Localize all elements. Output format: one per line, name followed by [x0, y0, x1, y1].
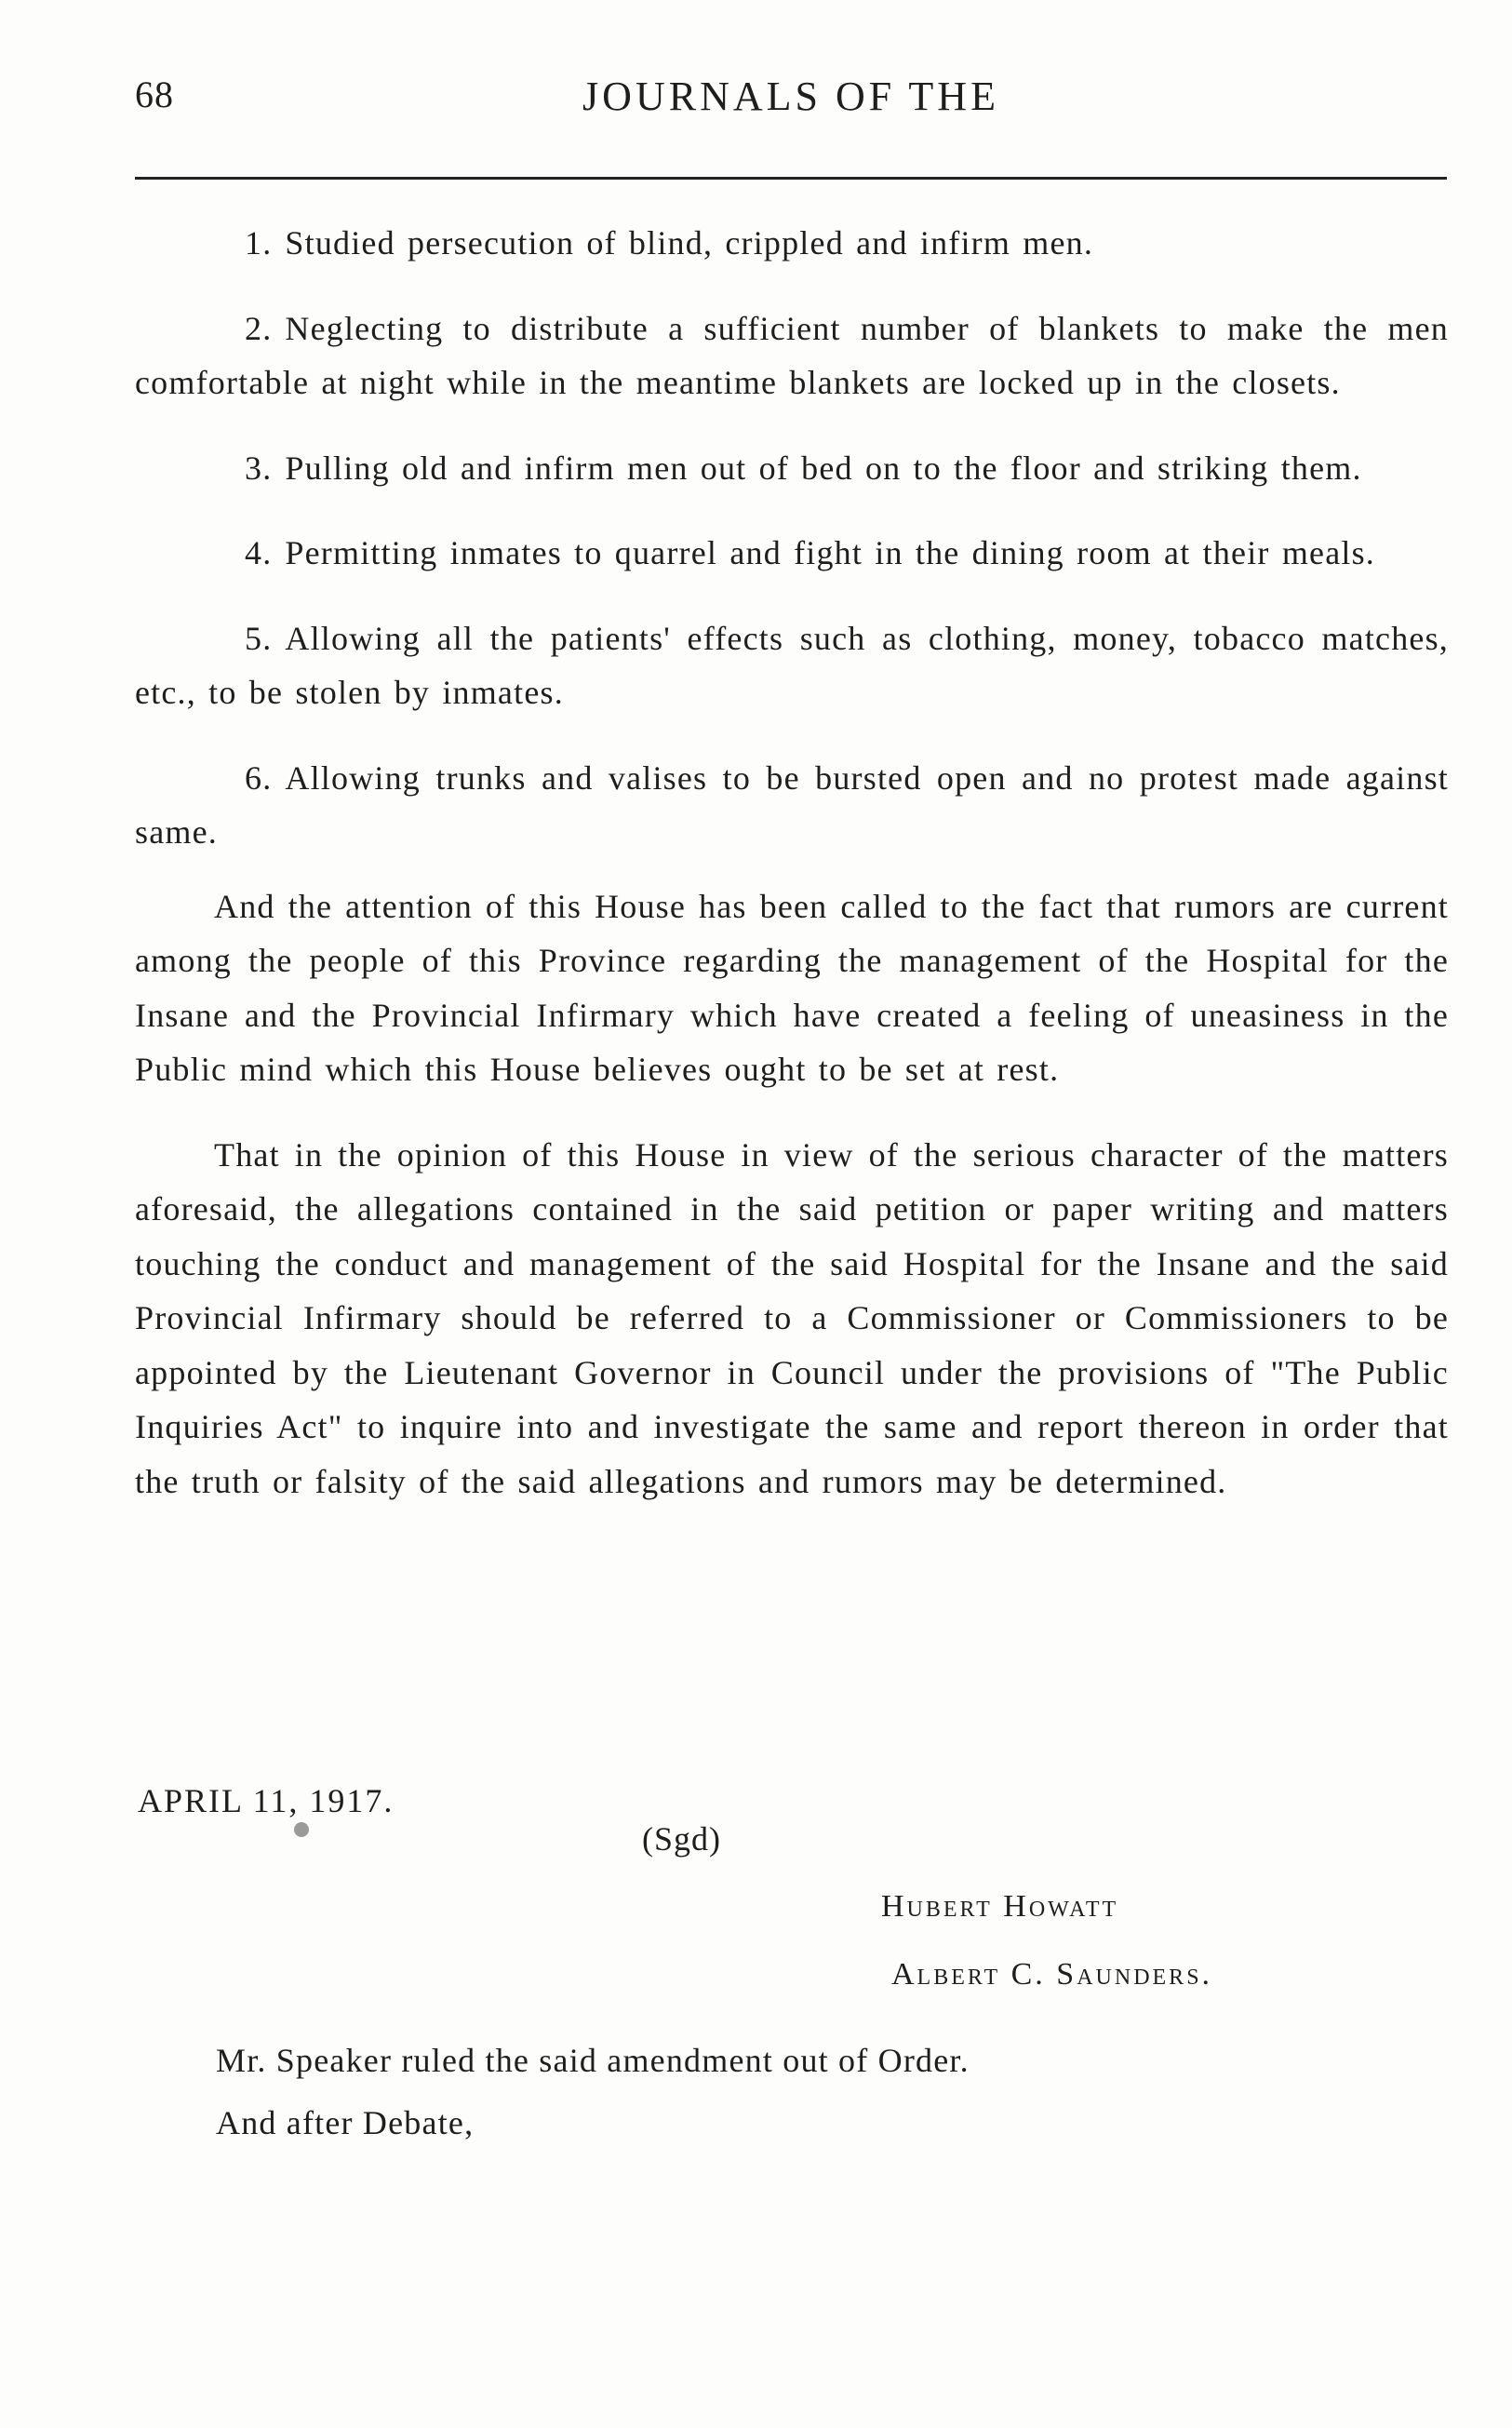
item-text: Permitting inmates to quarrel and fight in the dining room at their meals. — [285, 534, 1375, 571]
date-line: APRIL 11, 1917. — [138, 1782, 395, 1819]
page-number: 68 — [135, 74, 174, 115]
item-number: 4. — [245, 534, 273, 571]
list-item — [135, 751, 1449, 860]
item-number: 6. — [245, 758, 273, 797]
item-number: 2. — [245, 309, 273, 347]
paragraph-attention: And the attention of this House has been called to the fact that rumors are current among the people of this Province regarding the management of the Hospital for the Insane and the Provincial Infirmary which have created a feeling of uneasiness in the Public mind which this House believes ought to be set at rest. — [135, 887, 1449, 1088]
item-text: Allowing all the patients' effects such as clothing, money, tobacco matches, etc., to be stolen by inmates. — [135, 619, 1449, 711]
list-item — [135, 216, 1449, 271]
running-title: JOURNALS OF THE — [582, 74, 999, 119]
item-text: Neglecting to distribute a sufficient number of blankets to make the men comfortable at night while in the meantime blankets are locked up in the closets. — [135, 309, 1449, 401]
signed-marker: (Sgd) — [642, 1820, 721, 1858]
speaker-ruling: Mr. Speaker ruled the said amendment out of Order. — [216, 2042, 970, 2079]
item-number: 5. — [245, 619, 273, 657]
signatory-saunders: Albert C. Saunders. — [891, 1957, 1213, 1992]
body-text — [135, 216, 1449, 1509]
list-item — [135, 441, 1449, 496]
item-text: Studied persecution of blind, crippled and infirm men. — [285, 224, 1094, 262]
signatory-howatt: Hubert Howatt — [881, 1889, 1119, 1924]
item-number: 3. — [245, 449, 273, 487]
header-rule — [135, 177, 1447, 180]
page-header — [135, 73, 1447, 128]
list-item — [135, 526, 1449, 581]
item-number: 1. — [245, 224, 273, 262]
list-item — [135, 611, 1449, 720]
item-text: Allowing trunks and valises to be bursted open and no protest made against same. — [135, 758, 1449, 851]
paragraph-resolution: That in the opinion of this House in view of the serious character of the matters aforesaid, the allegations contained in the said petition or paper writing and matters touching the conduct and management of the said Hospital for the Insane and the said Provincial Infirmary should be referred to a Commissioner or Commissioners to be appointed by the Lieutenant Governor in Council under the provisions of "The Public Inquiries Act" to inquire into and investigate the same and report thereon in order that the truth or falsity of the said allegations and rumors may be determined. — [135, 1135, 1449, 1500]
ink-speck — [294, 1822, 309, 1837]
list-item — [135, 302, 1449, 410]
item-text: Pulling old and infirm men out of bed on to the floor and striking them. — [285, 449, 1362, 487]
after-debate: And after Debate, — [216, 2104, 475, 2141]
